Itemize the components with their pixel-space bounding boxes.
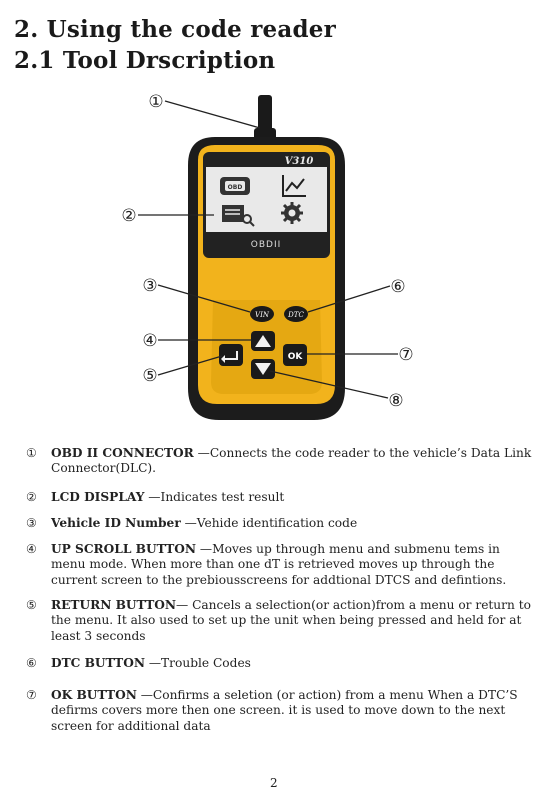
callout-3: ③ <box>142 276 158 296</box>
item-desc: —Connects the code reader to the vehicle’s Data Link Connector(DLC). <box>51 446 532 476</box>
svg-text:VIN: VIN <box>255 311 269 319</box>
item-desc: —Trouble Codes <box>144 656 251 670</box>
settings-icon <box>281 202 303 224</box>
item-term: OBD II CONNECTOR <box>51 446 194 460</box>
svg-text:DTC: DTC <box>288 311 304 319</box>
obd-brand-label: OBDII <box>250 240 282 250</box>
callout-8: ⑧ <box>388 391 404 411</box>
item-number: ③ <box>26 516 37 530</box>
item-term: DTC BUTTON <box>51 656 145 670</box>
model-label: V310 <box>284 156 314 167</box>
obd-icon <box>220 177 250 195</box>
page-number: 2 <box>270 776 278 790</box>
vin-button[interactable] <box>250 306 274 322</box>
item-term: UP SCROLL BUTTON <box>51 542 197 556</box>
item-number: ② <box>26 490 37 504</box>
item-term: LCD DISPLAY <box>51 490 145 504</box>
item-number: ⑦ <box>26 688 37 702</box>
callout-2: ② <box>121 206 137 226</box>
up-scroll-button[interactable] <box>251 331 275 351</box>
down-scroll-button[interactable] <box>251 359 275 379</box>
item-number: ⑤ <box>26 598 37 612</box>
item-desc: — Cancels a selection(or action)from a menu or return to the menu. It also used to set up the unit when being pressed and held for at least 3 seconds <box>51 598 531 643</box>
lcd-screen <box>206 167 327 232</box>
callout-6: ⑥ <box>390 277 406 297</box>
svg-text:OBD: OBD <box>227 184 243 191</box>
callout-7: ⑦ <box>398 345 414 365</box>
callout-5: ⑤ <box>142 366 158 386</box>
callout-1: ① <box>148 92 164 112</box>
subsection-title: 2.1 Tool Drscription <box>14 47 276 74</box>
return-button[interactable] <box>219 344 243 366</box>
item-number: ① <box>26 446 37 460</box>
callout-4: ④ <box>142 331 158 351</box>
item-number: ⑥ <box>26 656 37 670</box>
item-desc: —Indicates test result <box>144 490 285 504</box>
ok-button[interactable] <box>283 344 307 366</box>
item-term: RETURN BUTTON <box>51 598 177 612</box>
item-desc: —Moves up through menu and submenu tems in menu mode. When more than one dT is retrieved moves up through the current screen to the prebiousscreens for addtional DTCS and defintions. <box>51 542 507 587</box>
item-desc: —Confirms a seletion (or action) from a menu When a DTC’S defirms covers more then one screen. it is used to move down to the next screen for additional data <box>51 688 518 733</box>
dtc-button[interactable] <box>284 306 308 322</box>
svg-text:OK: OK <box>287 352 303 362</box>
item-desc: —Vehide identification code <box>180 516 358 530</box>
item-term: OK BUTTON <box>51 688 137 702</box>
item-number: ④ <box>26 542 37 556</box>
section-title: 2. Using the code reader <box>14 16 336 43</box>
item-term: Vehicle ID Number <box>51 516 181 530</box>
